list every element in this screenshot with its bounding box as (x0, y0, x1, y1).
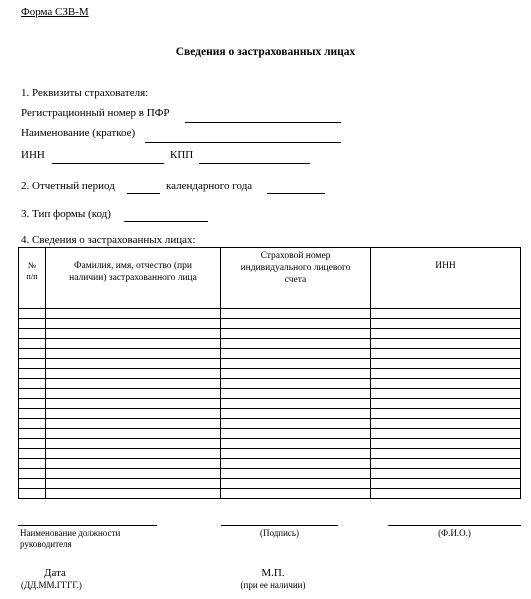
table-cell[interactable] (46, 359, 221, 369)
table-cell[interactable] (19, 329, 46, 339)
form-name: Форма СЗВ-М (21, 6, 89, 18)
table-cell[interactable] (371, 419, 521, 429)
position-label: Наименование должности руководителя (20, 528, 121, 549)
reg-number-field[interactable] (185, 122, 341, 123)
table-row (19, 479, 521, 489)
table-cell[interactable] (371, 329, 521, 339)
table-cell[interactable] (371, 469, 521, 479)
table-row (19, 489, 521, 499)
table-cell[interactable] (221, 389, 371, 399)
table-cell[interactable] (46, 399, 221, 409)
table-cell[interactable] (19, 359, 46, 369)
table-cell[interactable] (19, 389, 46, 399)
table-cell[interactable] (46, 449, 221, 459)
table-row (19, 329, 521, 339)
inn-field[interactable] (52, 163, 164, 164)
table-body (19, 309, 521, 499)
section1-heading: 1. Реквизиты страхователя: (21, 87, 149, 99)
table-cell[interactable] (19, 439, 46, 449)
table-cell[interactable] (46, 379, 221, 389)
table-cell[interactable] (221, 339, 371, 349)
column-header-number: № п/п (19, 248, 46, 309)
table-row (19, 309, 521, 319)
name-field[interactable] (145, 142, 341, 143)
date-format: (ДД.ММ.ГГГГ.) (21, 580, 82, 590)
table-cell[interactable] (371, 449, 521, 459)
table-row (19, 439, 521, 449)
table-cell[interactable] (19, 429, 46, 439)
table-cell[interactable] (371, 379, 521, 389)
year-field[interactable] (267, 193, 325, 194)
table-cell[interactable] (221, 369, 371, 379)
signature-label: (Подпись) (259, 528, 300, 538)
table-cell[interactable] (371, 349, 521, 359)
table-row (19, 339, 521, 349)
column-header-snils: Страховой номер индивидуального лицевого счета (221, 248, 371, 309)
year-label: календарного года (166, 180, 253, 192)
stamp-note: (при ее наличии) (240, 580, 306, 590)
table-cell[interactable] (221, 309, 371, 319)
table-cell[interactable] (221, 459, 371, 469)
table-cell[interactable] (46, 469, 221, 479)
table-cell[interactable] (371, 309, 521, 319)
table-cell[interactable] (221, 329, 371, 339)
reg-number-label: Регистрационный номер в ПФР (21, 107, 170, 119)
table-cell[interactable] (46, 439, 221, 449)
insured-persons-table (18, 247, 521, 499)
table-cell[interactable] (19, 489, 46, 499)
table-cell[interactable] (46, 369, 221, 379)
fio-label: (Ф.И.О.) (438, 528, 471, 538)
table-cell[interactable] (19, 409, 46, 419)
table-cell[interactable] (371, 389, 521, 399)
position-line (18, 525, 157, 526)
table-cell[interactable] (371, 359, 521, 369)
stamp-label: М.П. (261, 567, 285, 579)
table-cell[interactable] (19, 379, 46, 389)
table-cell[interactable] (221, 379, 371, 389)
table-cell[interactable] (221, 319, 371, 329)
table-row (19, 379, 521, 389)
table-cell[interactable] (46, 479, 221, 489)
table-cell[interactable] (221, 469, 371, 479)
name-label: Наименование (краткое) (21, 127, 136, 139)
table-row (19, 449, 521, 459)
table-cell[interactable] (371, 399, 521, 409)
table-row (19, 419, 521, 429)
table-row (19, 429, 521, 439)
page-title: Сведения о застрахованных лицах (175, 46, 356, 58)
table-cell[interactable] (19, 419, 46, 429)
table-header-row (19, 248, 521, 309)
table-cell[interactable] (371, 429, 521, 439)
table-cell[interactable] (46, 459, 221, 469)
table-cell[interactable] (221, 409, 371, 419)
table-cell[interactable] (19, 479, 46, 489)
signature-line[interactable] (221, 525, 338, 526)
period-label: 2. Отчетный период (21, 180, 115, 192)
table-row (19, 359, 521, 369)
table-cell[interactable] (19, 369, 46, 379)
table-cell[interactable] (371, 339, 521, 349)
table-cell[interactable] (46, 339, 221, 349)
section4-heading: 4. Сведения о застрахованных лицах: (21, 234, 196, 246)
table-cell[interactable] (221, 449, 371, 459)
table-cell[interactable] (19, 339, 46, 349)
table-cell[interactable] (19, 399, 46, 409)
form-type-label: 3. Тип формы (код) (21, 208, 111, 220)
table-cell[interactable] (46, 419, 221, 429)
kpp-label: КПП (170, 149, 194, 161)
table-row (19, 399, 521, 409)
table-cell[interactable] (371, 479, 521, 489)
table-cell[interactable] (19, 349, 46, 359)
inn-label: ИНН (21, 149, 45, 161)
kpp-field[interactable] (199, 163, 310, 164)
date-label: Дата (44, 567, 66, 579)
table-cell[interactable] (46, 429, 221, 439)
table-cell[interactable] (221, 399, 371, 409)
table-cell[interactable] (19, 309, 46, 319)
table-cell[interactable] (221, 359, 371, 369)
table-cell[interactable] (46, 389, 221, 399)
table-cell[interactable] (371, 319, 521, 329)
period-field[interactable] (127, 193, 160, 194)
table-cell[interactable] (46, 319, 221, 329)
table-row (19, 409, 521, 419)
table-row (19, 389, 521, 399)
table-row (19, 469, 521, 479)
table-cell[interactable] (19, 319, 46, 329)
table-cell[interactable] (221, 419, 371, 429)
table-row (19, 319, 521, 329)
table-cell[interactable] (46, 309, 221, 319)
table-row (19, 369, 521, 379)
table-cell[interactable] (371, 459, 521, 469)
table-cell[interactable] (46, 329, 221, 339)
table-cell[interactable] (19, 449, 46, 459)
table-cell[interactable] (221, 489, 371, 499)
table-cell[interactable] (371, 439, 521, 449)
table-row (19, 349, 521, 359)
form-type-field[interactable] (124, 221, 208, 222)
table-cell[interactable] (371, 409, 521, 419)
table-cell[interactable] (19, 459, 46, 469)
column-header-fio: Фамилия, имя, отчество (при наличии) застрахованного лица (46, 248, 221, 309)
table-cell[interactable] (46, 349, 221, 359)
table-cell[interactable] (221, 439, 371, 449)
table-cell[interactable] (371, 489, 521, 499)
table-cell[interactable] (46, 489, 221, 499)
table-cell[interactable] (46, 409, 221, 419)
column-header-inn: ИНН (371, 248, 521, 309)
fio-line[interactable] (388, 525, 521, 526)
table-cell[interactable] (371, 369, 521, 379)
table-row (19, 459, 521, 469)
table-cell[interactable] (221, 479, 371, 489)
table-cell[interactable] (221, 349, 371, 359)
table-cell[interactable] (221, 429, 371, 439)
table-cell[interactable] (19, 469, 46, 479)
